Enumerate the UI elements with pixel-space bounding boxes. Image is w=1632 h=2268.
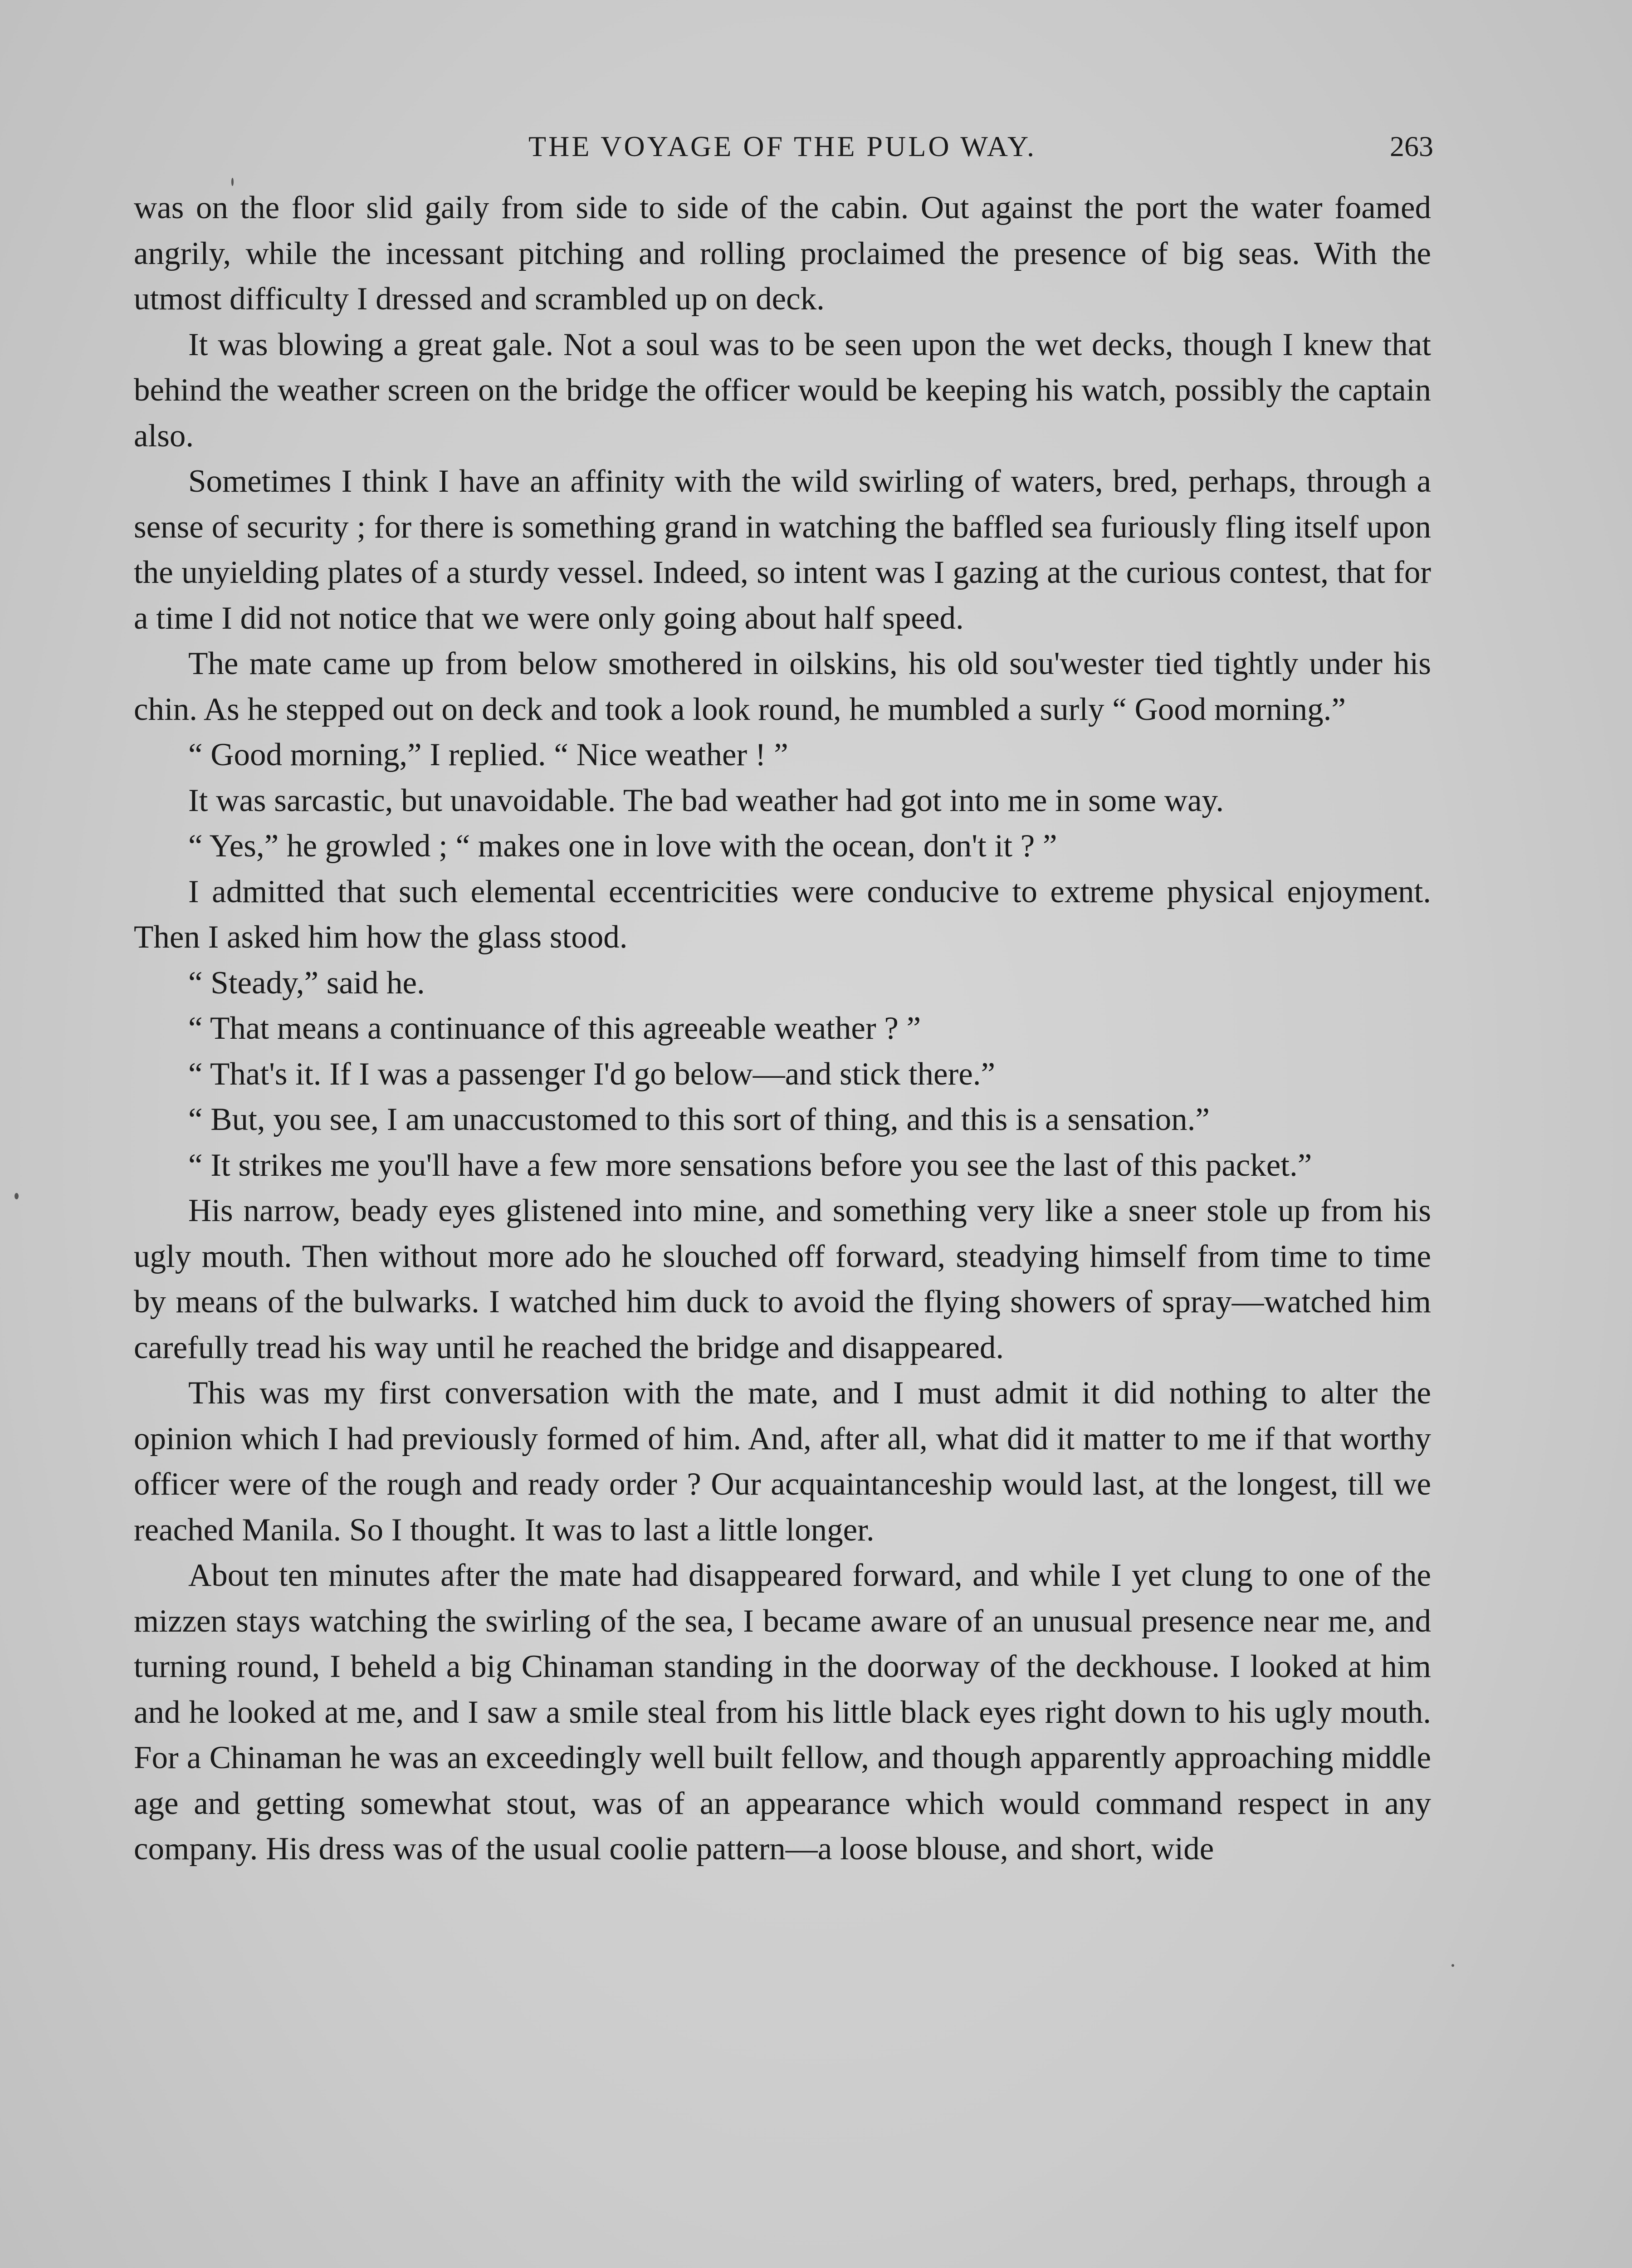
paragraph: Sometimes I think I have an affinity with the wild swirling of waters, bred, perhaps, through a sense of security ; for there is something grand in watching the baffled sea furiously fling itself upon the unyielding plates of a sturdy vessel. Indeed, so intent was I gazing at the curious contest, that for a time I did not notice that we were only going about half speed.: [134, 464, 1431, 636]
scan-speck: [15, 1193, 19, 1199]
paragraph: I admitted that such elemental eccentricities were conducive to extreme physical enjoyment. Then I asked him how the glass stood.: [134, 874, 1431, 955]
running-header: [132, 122, 1433, 171]
paragraph: It was sarcastic, but unavoidable. The bad weather had got into me in some way.: [188, 782, 1224, 818]
dialogue-paragraph: “ But, you see, I am unaccustomed to this sort of thing, and this is a sensation.”: [188, 1102, 1210, 1137]
paragraph: The mate came up from below smothered in oilskins, his old sou'wester tied tightly under his chin. As he stepped out on deck and took a look round, he mumbled a surly “ Good morning.”: [134, 646, 1431, 727]
paragraph: His narrow, beady eyes glistened into mine, and something very like a sneer stole up from his ugly mouth. Then without more ado he slouched off forward, steadying himself from time to time by means of the bulwarks. I watched him duck to avoid the flying showers of spray—watched him carefully tread his way until he reached the bridge and disappeared.: [134, 1193, 1431, 1365]
dialogue-paragraph: “ Yes,” he growled ; “ makes one in love with the ocean, don't it ? ”: [188, 828, 1057, 864]
scan-speck: [231, 178, 234, 186]
paragraph: This was my first conversation with the mate, and I must admit it did nothing to alter the opinion which I had previously formed of him. And, after all, what did it matter to me if that worthy officer were of the rough and ready order ? Our acquaintanceship would last, at the longest, till we reached Manila. So I thought. It was to last a little longer.: [134, 1375, 1431, 1548]
dialogue-paragraph: “ Good morning,” I replied. “ Nice weather ! ”: [188, 737, 788, 772]
scan-speck: [1451, 1964, 1454, 1967]
page-number: 263: [1390, 130, 1433, 162]
running-title: THE VOYAGE OF THE PULO WAY.: [528, 130, 1036, 162]
paragraph: It was blowing a great gale. Not a soul was to be seen upon the wet decks, though I knew that behind the weather screen on the bridge the officer would be keeping his watch, possibly the captain also.: [134, 327, 1431, 454]
dialogue-paragraph: “ That means a continuance of this agreeable weather ? ”: [188, 1011, 921, 1046]
paragraph: About ten minutes after the mate had disappeared forward, and while I yet clung to one of the mizzen stays watching the swirling of the sea, I became aware of an unusual presence near me, and turning round, I beheld a big Chinaman standing in the doorway of the deckhouse. I looked at him and he looked at me, and I saw a smile steal from his little black eyes right down to his ugly mouth. For a Chinaman he was an exceedingly well built fellow, and though apparently approaching middle age and getting somewhat stout, was of an appearance which would command respect in any company. His dress was of the usual coolie pattern—a loose blouse, and short, wide: [134, 1558, 1431, 1867]
article-body: [134, 185, 1431, 2268]
dialogue-paragraph: “ Steady,” said he.: [188, 965, 425, 1001]
paragraph-continued: was on the floor slid gaily from side to side of the cabin. Out against the port the water foamed angrily, while the incessant pitching and rolling proclaimed the presence of big seas. With the utmost difficulty I dressed and scrambled up on deck.: [134, 190, 1431, 317]
dialogue-paragraph: “ It strikes me you'll have a few more sensations before you see the last of this packet.”: [188, 1147, 1312, 1183]
dialogue-paragraph: “ That's it. If I was a passenger I'd go below—and stick there.”: [188, 1056, 995, 1092]
